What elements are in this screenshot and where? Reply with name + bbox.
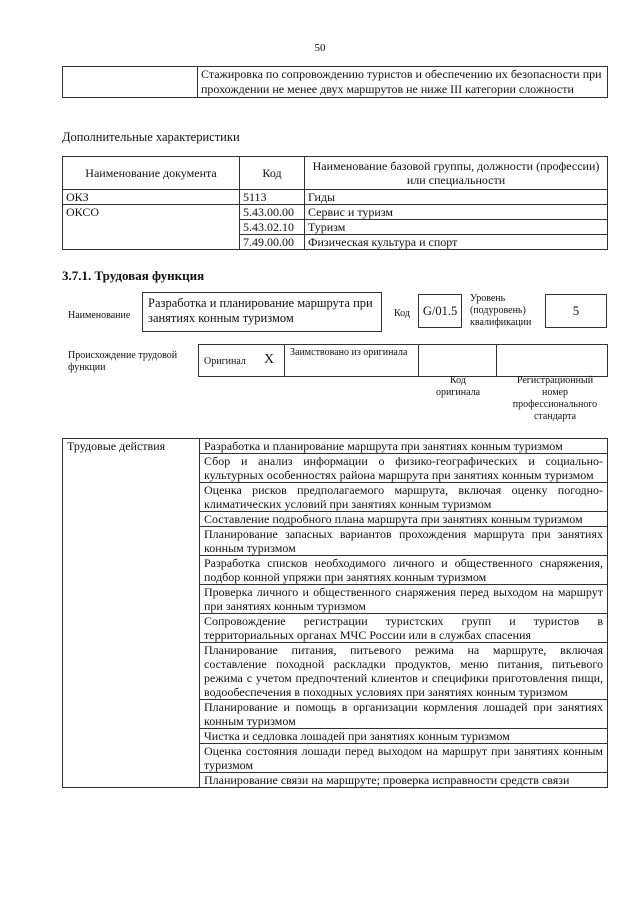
- action-item: Проверка личного и общественного снаряжения перед выходом на маршрут при занятиях конным туризмом: [200, 585, 608, 614]
- actions-label: Трудовые действия: [63, 439, 200, 788]
- action-item: Планирование связи на маршруте; проверка исправности средств связи: [200, 773, 608, 788]
- row-name: Гиды: [305, 190, 608, 205]
- reg-caption: Регистрационный номер профессионального стандарта: [512, 375, 598, 422]
- level-label: Уровень (подуровень) квалификации: [470, 293, 532, 328]
- additional-characteristics-table: [62, 156, 608, 250]
- action-item: Планирование запасных вариантов прохождения маршрута при занятиях конным туризмом: [200, 527, 608, 556]
- labor-actions-table: [62, 438, 608, 788]
- action-item: Сбор и анализ информации о физико-географических и социально-культурных особенностях района маршрута при занятиях конным туризмом: [200, 454, 608, 483]
- code-caption: Код оригинала: [435, 375, 481, 398]
- table-row: [63, 190, 608, 205]
- original-mark: X: [264, 352, 275, 367]
- action-item: Сопровождение регистрации туристских групп и туристов в территориальных органах МЧС России или в службах спасения: [200, 614, 608, 643]
- row-name: Физическая культура и спорт: [305, 235, 608, 250]
- row-name: Сервис и туризм: [305, 205, 608, 220]
- action-item: Планирование и помощь в организации кормления лошадей при занятиях конным туризмом: [200, 700, 608, 729]
- borrowed-label: Заимствовано из оригинала: [290, 347, 408, 358]
- code-label: Код: [394, 308, 410, 319]
- table-row: [63, 439, 608, 454]
- action-item: Оценка рисков предполагаемого маршрута, включая оценку погодно-климатических условий при занятиях конным туризмом: [200, 483, 608, 512]
- origin-label: Происхождение трудовой функции: [68, 350, 178, 373]
- action-item: Разработка и планирование маршрута при занятиях конным туризмом: [200, 439, 608, 454]
- section-title: 3.7.1. Трудовая функция: [62, 268, 205, 283]
- top-table: [62, 66, 608, 98]
- row-code: 5.43.02.10: [240, 220, 305, 235]
- level-box: 5: [545, 294, 607, 328]
- origin-divider: [418, 344, 419, 377]
- original-label: Оригинал: [204, 356, 246, 367]
- table-row: [63, 205, 608, 220]
- origin-divider: [284, 344, 285, 377]
- row-name: Туризм: [305, 220, 608, 235]
- header-name: Наименование базовой группы, должности (профессии) или специальности: [305, 157, 608, 190]
- row-code: 5.43.00.00: [240, 205, 305, 220]
- row-code: 7.49.00.00: [240, 235, 305, 250]
- action-item: Разработка списков необходимого личного и общественного снаряжения, подбор конной упряжи при занятиях конным туризмом: [200, 556, 608, 585]
- action-item: Оценка состояния лошади перед выходом на маршрут при занятиях конным туризмом: [200, 744, 608, 773]
- action-item: Чистка и седловка лошадей при занятиях конным туризмом: [200, 729, 608, 744]
- additional-characteristics-title: Дополнительные характеристики: [62, 130, 240, 144]
- page-number: 50: [314, 42, 326, 54]
- action-item: Составление подробного плана маршрута при занятиях конным туризмом: [200, 512, 608, 527]
- function-name-box: Разработка и планирование маршрута при занятиях конным туризмом: [142, 292, 382, 332]
- header-code: Код: [240, 157, 305, 190]
- action-item: Планирование питания, питьевого режима на маршруте, включая составление походной раскладки продуктов, меню питания, питьевого режима с учетом предпочтений клиентов и специфики приготовления пищи, водообеспечения в походных условиях при занятиях конным туризмом: [200, 643, 608, 700]
- function-code-box: G/01.5: [418, 294, 462, 328]
- row-doc: ОКЗ: [63, 190, 240, 205]
- header-document: Наименование документа: [63, 157, 240, 190]
- top-table-empty-cell: [63, 67, 198, 98]
- row-doc: ОКСО: [63, 205, 240, 250]
- row-code: 5113: [240, 190, 305, 205]
- name-label: Наименование: [68, 310, 131, 321]
- top-table-text: Стажировка по сопровождению туристов и обеспечению их безопасности при прохождении не менее двух маршрутов не ниже III категории сложности: [198, 67, 608, 98]
- origin-divider: [496, 344, 497, 377]
